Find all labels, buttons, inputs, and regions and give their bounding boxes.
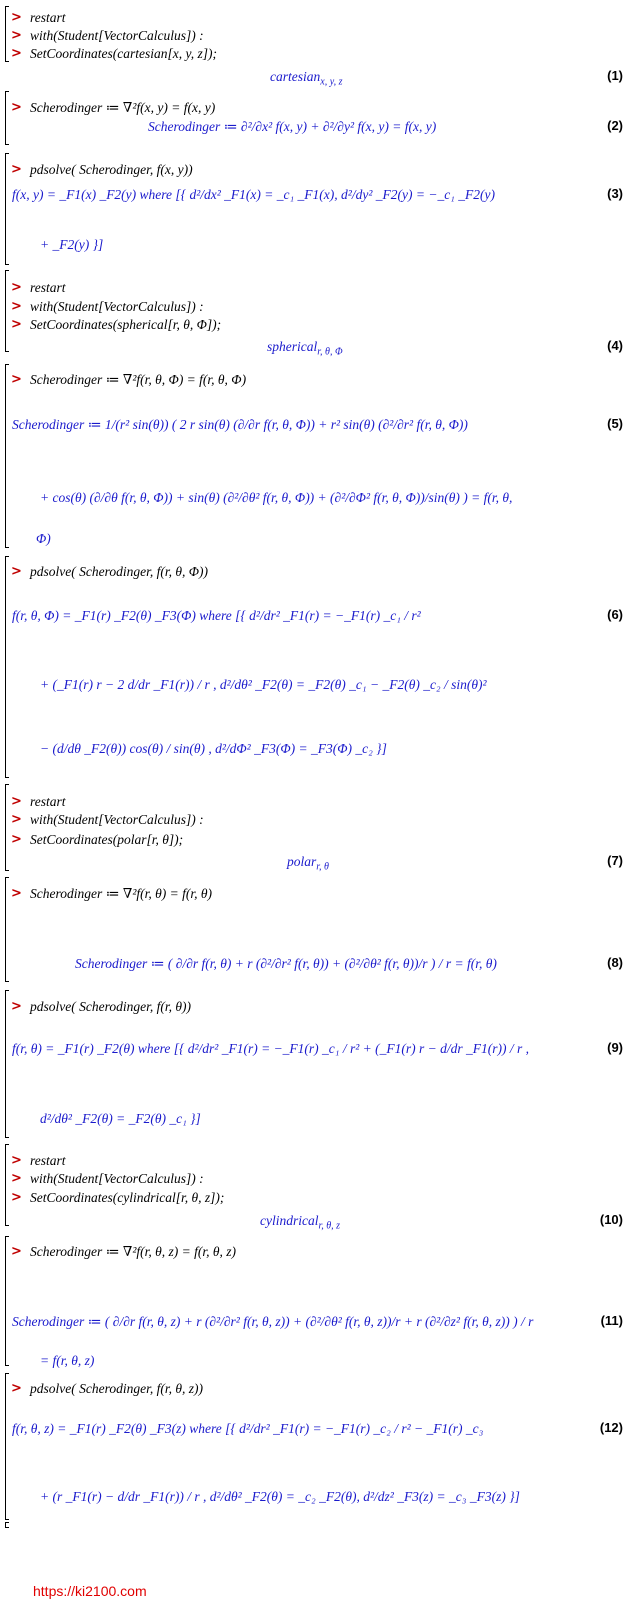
equation-label: (12)	[599, 1420, 623, 1435]
equation-label: (9)	[607, 1040, 623, 1055]
output-subscript: r, θ, z	[318, 1220, 341, 1232]
equation-label: (2)	[607, 118, 623, 133]
output-expression	[12, 186, 495, 204]
input-prompt: >	[11, 832, 22, 847]
execution-group-bracket[interactable]	[5, 6, 9, 62]
input-prompt: >	[11, 564, 22, 579]
output-text: f(r, θ, z) = _F1(r) _F2(θ) _F3(z) where [{ d²/dr² _F1(r) = −_F1(r) _c₂ / r² − _F1(r) _c₃	[12, 1421, 484, 1436]
output-expression	[148, 118, 436, 136]
watermark-link[interactable]: https://ki2100.com	[33, 1583, 147, 1599]
output-expression	[270, 68, 342, 92]
execution-group-bracket[interactable]	[5, 556, 9, 778]
output-text: cylindrical	[260, 1213, 319, 1228]
execution-group-bracket[interactable]	[5, 784, 9, 871]
output-continuation	[40, 236, 103, 254]
input-command[interactable]: SetCoordinates(spherical[r, θ, Φ]);	[30, 317, 222, 332]
output-expression	[12, 607, 421, 625]
execution-group-bracket[interactable]	[5, 91, 9, 145]
input-prompt: >	[11, 100, 22, 115]
output-expression	[12, 1420, 483, 1438]
input-prompt: >	[11, 372, 22, 387]
output-text: + (_F1(r) r − 2 d/dr _F1(r)) / r , d²/dθ² _F2(θ) = _F2(θ) _c₁ − _F2(θ) _c₂ / sin(θ)²	[40, 677, 487, 692]
input-prompt: >	[11, 794, 22, 809]
output-continuation	[36, 530, 51, 548]
input-prompt: >	[11, 886, 22, 901]
output-expression	[267, 338, 343, 362]
output-text: + _F2(y) }]	[40, 237, 104, 252]
output-text: polar	[287, 854, 317, 869]
input-command[interactable]: pdsolve( Scherodinger, f(x, y))	[30, 162, 193, 177]
output-continuation	[40, 1110, 201, 1128]
output-text: = f(r, θ, z)	[40, 1353, 95, 1368]
output-expression	[287, 853, 329, 877]
input-command[interactable]: with(Student[VectorCalculus]) :	[30, 28, 204, 43]
output-text: f(r, θ) = _F1(r) _F2(θ) where [{ d²/dr² _F1(r) = −_F1(r) _c₁ / r² + (_F1(r) r − d/dr _F1(r)) / r ,	[12, 1041, 529, 1056]
input-command[interactable]: pdsolve( Scherodinger, f(r, θ, z))	[30, 1381, 203, 1396]
output-text: Scherodinger ≔ ( ∂/∂r f(r, θ) + r (∂²/∂r² f(r, θ)) + (∂²/∂θ² f(r, θ))/r ) / r = f(r, θ)	[75, 956, 497, 971]
execution-group-bracket[interactable]	[5, 1144, 9, 1226]
empty-execution-group[interactable]	[5, 1522, 9, 1528]
output-text: Scherodinger ≔ ( ∂/∂r f(r, θ, z) + r (∂²/∂r² f(r, θ, z)) + (∂²/∂θ² f(r, θ, z))/r + r (∂²/∂z² f(r, θ, z)) ) / r	[12, 1314, 534, 1329]
output-text: spherical	[267, 339, 318, 354]
execution-group-bracket[interactable]	[5, 1373, 9, 1520]
input-prompt: >	[11, 317, 22, 332]
input-command[interactable]: Scherodinger ≔ ∇²f(r, θ) = f(r, θ)	[30, 886, 213, 901]
input-command[interactable]: SetCoordinates(cylindrical[r, θ, z]);	[30, 1190, 225, 1205]
equation-label: (11)	[600, 1313, 623, 1328]
execution-group-bracket[interactable]	[5, 990, 9, 1138]
execution-group-bracket[interactable]	[5, 877, 9, 982]
output-expression	[12, 1040, 529, 1058]
input-command[interactable]: restart	[30, 280, 66, 295]
equation-label: (1)	[607, 68, 623, 83]
output-text: Φ)	[36, 531, 51, 546]
output-text: f(x, y) = _F1(x) _F2(y) where [{ d²/dx² _F1(x) = _c₁ _F1(x), d²/dy² _F2(y) = −_c₁ _F2(y)	[12, 187, 495, 202]
execution-group-bracket[interactable]	[5, 364, 9, 548]
output-expression	[260, 1212, 340, 1236]
execution-group-bracket[interactable]	[5, 1236, 9, 1366]
equation-label: (3)	[607, 186, 623, 201]
input-command[interactable]: Scherodinger ≔ ∇²f(r, θ, z) = f(r, θ, z)	[30, 1244, 237, 1259]
output-text: cartesian	[270, 69, 321, 84]
input-prompt: >	[11, 999, 22, 1014]
execution-group-bracket[interactable]	[5, 153, 9, 265]
input-prompt: >	[11, 1153, 22, 1168]
input-prompt: >	[11, 1244, 22, 1259]
output-text: Scherodinger ≔ ∂²/∂x² f(x, y) + ∂²/∂y² f(x, y) = f(x, y)	[148, 119, 437, 134]
input-prompt: >	[11, 812, 22, 827]
input-command[interactable]: Scherodinger ≔ ∇²f(r, θ, Φ) = f(r, θ, Φ)	[30, 372, 247, 387]
output-subscript: x, y, z	[320, 76, 343, 88]
output-continuation	[40, 740, 387, 758]
equation-label: (4)	[607, 338, 623, 353]
output-expression	[75, 955, 497, 973]
input-prompt: >	[11, 10, 22, 25]
input-command[interactable]: with(Student[VectorCalculus]) :	[30, 299, 204, 314]
equation-label: (5)	[607, 416, 623, 431]
input-command[interactable]: restart	[30, 10, 66, 25]
output-continuation	[40, 489, 512, 507]
equation-label: (7)	[607, 853, 623, 868]
output-subscript: r, θ, Φ	[317, 346, 343, 358]
output-text: Scherodinger ≔ 1/(r² sin(θ)) ( 2 r sin(θ) (∂/∂r f(r, θ, Φ)) + r² sin(θ) (∂²/∂r² f(r, θ, Φ))	[12, 417, 468, 432]
output-expression	[12, 416, 468, 434]
input-command[interactable]: pdsolve( Scherodinger, f(r, θ, Φ))	[30, 564, 208, 579]
output-expression	[12, 1313, 533, 1331]
output-text: − (d/dθ _F2(θ)) cos(θ) / sin(θ) , d²/dΦ² _F3(Φ) = _F3(Φ) _c₂ }]	[40, 741, 387, 756]
output-text: f(r, θ, Φ) = _F1(r) _F2(θ) _F3(Φ) where [{ d²/dr² _F1(r) = −_F1(r) _c₁ / r²	[12, 608, 421, 623]
input-command[interactable]: with(Student[VectorCalculus]) :	[30, 1171, 204, 1186]
output-text: + cos(θ) (∂/∂θ f(r, θ, Φ)) + sin(θ) (∂²/∂θ² f(r, θ, Φ)) + (∂²/∂Φ² f(r, θ, Φ))/sin(θ) ) = f(r, θ,	[40, 490, 513, 505]
input-prompt: >	[11, 299, 22, 314]
equation-label: (10)	[599, 1212, 623, 1227]
input-command[interactable]: pdsolve( Scherodinger, f(r, θ))	[30, 999, 191, 1014]
input-prompt: >	[11, 280, 22, 295]
input-command[interactable]: SetCoordinates(cartesian[x, y, z]);	[30, 46, 217, 61]
equation-label: (8)	[607, 955, 623, 970]
execution-group-bracket[interactable]	[5, 270, 9, 352]
input-prompt: >	[11, 1381, 22, 1396]
equation-label: (6)	[607, 607, 623, 622]
output-subscript: r, θ	[316, 861, 329, 873]
input-command[interactable]: restart	[30, 794, 66, 809]
output-continuation	[40, 676, 487, 694]
output-continuation	[40, 1488, 520, 1506]
output-continuation	[40, 1352, 94, 1370]
input-command[interactable]: with(Student[VectorCalculus]) :	[30, 812, 204, 827]
input-command[interactable]: SetCoordinates(polar[r, θ]);	[30, 832, 184, 847]
input-command[interactable]: Scherodinger ≔ ∇²f(x, y) = f(x, y)	[30, 100, 216, 115]
input-prompt: >	[11, 162, 22, 177]
output-text: d²/dθ² _F2(θ) = _F2(θ) _c₁ }]	[40, 1111, 201, 1126]
input-prompt: >	[11, 1190, 22, 1205]
input-prompt: >	[11, 1171, 22, 1186]
input-prompt: >	[11, 46, 22, 61]
output-text: + (r _F1(r) − d/dr _F1(r)) / r , d²/dθ² _F2(θ) = _c₂ _F2(θ), d²/dz² _F3(z) = _c₃ _F3(z) }]	[40, 1489, 520, 1504]
input-command[interactable]: restart	[30, 1153, 66, 1168]
input-prompt: >	[11, 28, 22, 43]
